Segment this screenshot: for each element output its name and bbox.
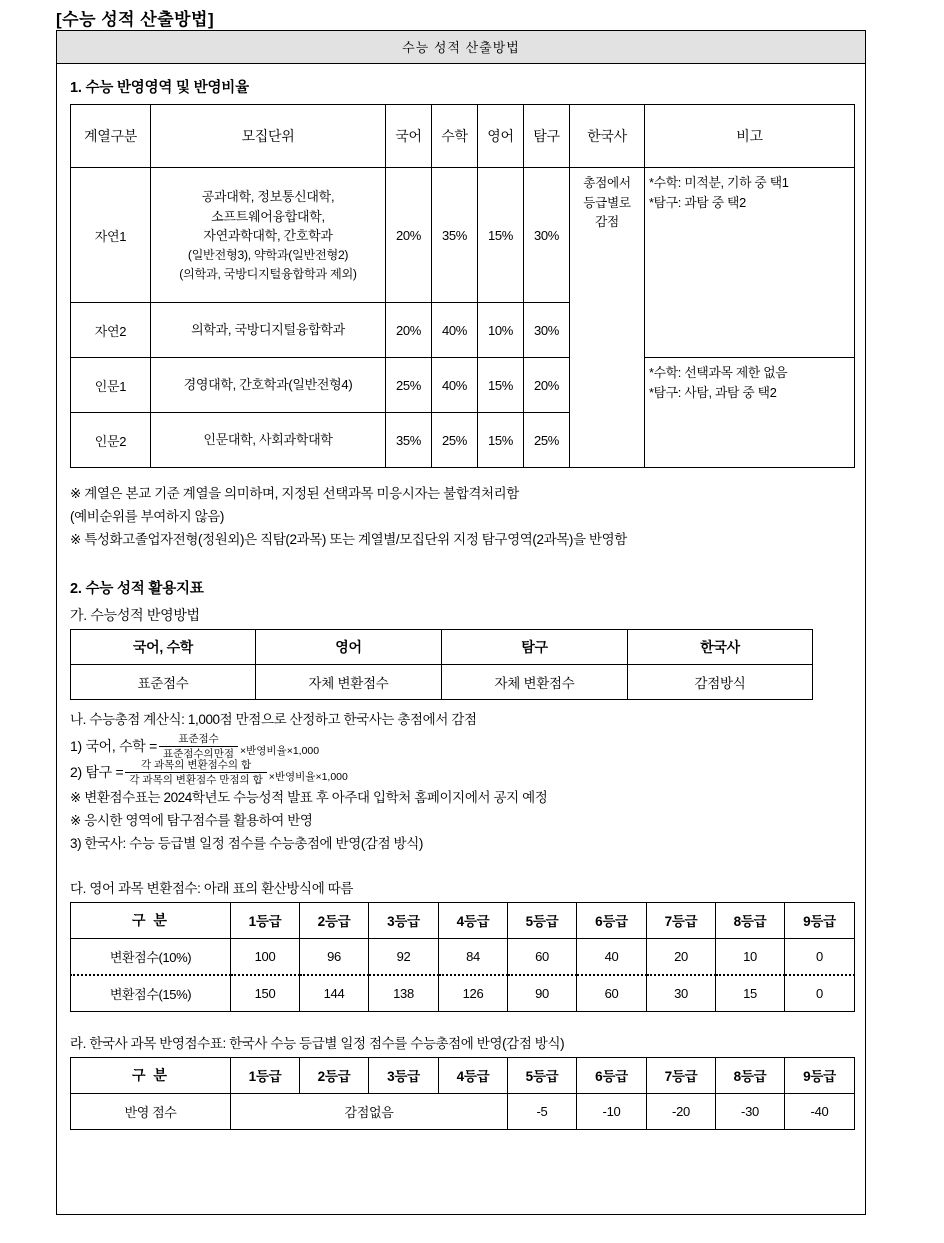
remark-line: *수학: 선택과목 제한 없음 <box>649 365 788 380</box>
col-header-english: 영어 <box>478 105 524 168</box>
col-header-gubun: 구 분 <box>71 1057 231 1093</box>
cell-value: 40 <box>577 938 647 975</box>
cell-value: -30 <box>716 1093 785 1129</box>
cell-value: 0 <box>785 975 855 1012</box>
col-header-korean: 국어 <box>386 105 432 168</box>
cell-value: 30 <box>647 975 716 1012</box>
formula-fraction <box>159 733 238 760</box>
cell-unit <box>151 168 386 303</box>
table-row <box>71 938 855 975</box>
cell-korean-ratio: 25% <box>386 358 432 413</box>
col-header-group: 계열구분 <box>71 105 151 168</box>
cell-value: 84 <box>439 938 508 975</box>
cell-value: 90 <box>508 975 577 1012</box>
cell-english-ratio: 10% <box>478 303 524 358</box>
col-header-remark: 비고 <box>645 105 855 168</box>
table-row <box>71 168 855 303</box>
cell-inquiry-ratio: 20% <box>524 358 570 413</box>
formula-tail: ×반영비율×1,000 <box>268 770 348 783</box>
score-method-table <box>70 629 813 700</box>
cell-value: -20 <box>647 1093 716 1129</box>
col-header-grade-8: 8등급 <box>716 902 785 938</box>
col-header-grade-4: 4등급 <box>439 902 508 938</box>
col-header-grade-3: 3등급 <box>369 902 439 938</box>
cell-value: 15 <box>716 975 785 1012</box>
document-frame <box>56 30 866 1215</box>
cell-method-english: 자체 변환점수 <box>256 664 442 699</box>
formula-korean-math <box>70 733 852 760</box>
cell-inquiry-ratio: 25% <box>524 413 570 468</box>
cell-value: -5 <box>508 1093 577 1129</box>
formula-lead: 2) 탐구 = <box>70 764 124 781</box>
col-header-grade-2: 2등급 <box>300 902 369 938</box>
cell-math-ratio: 35% <box>432 168 478 303</box>
col-header-grade-1: 1등급 <box>231 1057 300 1093</box>
table-header-row <box>71 1057 855 1093</box>
section1-note: ※ 특성화고졸업자전형(정원외)은 직탐(2과목) 또는 계열별/모집단위 지정 탐구영역(2과목)을 반영함 <box>70 531 627 547</box>
cell-value: 60 <box>577 975 647 1012</box>
cell-value: 92 <box>369 938 439 975</box>
unit-line: (의학과, 국방디지털융합학과 제외) <box>179 266 357 281</box>
section2a-label: 가. 수능성적 반영방법 <box>70 606 200 623</box>
formula-inquiry <box>70 759 852 786</box>
col-header-math: 수학 <box>432 105 478 168</box>
unit-line: 경영대학, 간호학과(일반전형4) <box>183 377 353 393</box>
cell-value: -40 <box>785 1093 855 1129</box>
cell-value: 60 <box>508 938 577 975</box>
korean-history-line: 감점 <box>595 215 619 230</box>
table-header-row <box>71 902 855 938</box>
row-label-conversion-15: 변환점수(15%) <box>71 975 231 1012</box>
section2-title: 2. 수능 성적 활용지표 <box>70 580 204 597</box>
cell-value: 0 <box>785 938 855 975</box>
remark-line: *수학: 미적분, 기하 중 택1 <box>649 175 789 190</box>
unit-line: 공과대학, 정보통신대학, <box>201 188 335 204</box>
unit-line: 자연과학대학, 간호학과 <box>203 228 333 244</box>
col-header-korean-history: 한국사 <box>570 105 645 168</box>
section1-title: 1. 수능 반영영역 및 반영비율 <box>70 80 249 96</box>
unit-line: 인문대학, 사회과학대학 <box>203 432 333 448</box>
fraction-denominator: 각 과목의 변환점수 만점의 합 <box>125 772 266 786</box>
col-header-grade-5: 5등급 <box>508 902 577 938</box>
col-header-grade-8: 8등급 <box>716 1057 785 1093</box>
cell-unit <box>151 303 386 358</box>
section2b-note: 3) 한국사: 수능 등급별 일정 점수를 수능총점에 반영(감점 방식) <box>70 835 423 851</box>
section1-note: (예비순위를 부여하지 않음) <box>70 508 224 524</box>
col-header-grade-9: 9등급 <box>785 1057 855 1093</box>
cell-english-ratio: 15% <box>478 358 524 413</box>
fraction-denominator: 표준점수의만점 <box>159 746 238 760</box>
col-header-korean-history: 한국사 <box>628 629 813 664</box>
cell-group: 인문1 <box>71 358 151 413</box>
english-conversion-table <box>70 902 855 1012</box>
cell-inquiry-ratio: 30% <box>524 303 570 358</box>
fraction-numerator: 각 과목의 변환점수의 합 <box>140 758 252 771</box>
cell-method-korean-math: 표준점수 <box>71 664 256 699</box>
table-header-row <box>71 105 855 168</box>
row-label-conversion-10: 변환점수(10%) <box>71 938 231 975</box>
table-row <box>71 664 813 699</box>
cell-group: 인문2 <box>71 413 151 468</box>
col-header-gubun: 구 분 <box>71 902 231 938</box>
cell-value: 126 <box>439 975 508 1012</box>
col-header-grade-3: 3등급 <box>369 1057 439 1093</box>
cell-english-ratio: 15% <box>478 413 524 468</box>
korean-history-line: 등급별로 <box>583 195 631 210</box>
cell-value: 144 <box>300 975 369 1012</box>
cell-value: 150 <box>231 975 300 1012</box>
document-body <box>57 64 865 1130</box>
cell-english-ratio: 15% <box>478 168 524 303</box>
col-header-grade-5: 5등급 <box>508 1057 577 1093</box>
formula-fraction <box>125 759 266 786</box>
korean-history-deduction-table <box>70 1057 855 1130</box>
formula-tail: ×반영비율×1,000 <box>240 744 320 757</box>
unit-line: 의학과, 국방디지털융합학과 <box>191 322 345 338</box>
cell-value: -10 <box>577 1093 647 1129</box>
col-header-unit: 모집단위 <box>151 105 386 168</box>
cell-value: 10 <box>716 938 785 975</box>
cell-korean-ratio: 20% <box>386 303 432 358</box>
col-header-grade-2: 2등급 <box>300 1057 369 1093</box>
table-row <box>71 1093 855 1129</box>
section2b-note: ※ 응시한 영역에 탐구점수를 활용하여 반영 <box>70 812 313 828</box>
col-header-grade-4: 4등급 <box>439 1057 508 1093</box>
col-header-grade-6: 6등급 <box>577 1057 647 1093</box>
col-header-grade-1: 1등급 <box>231 902 300 938</box>
fraction-numerator: 표준점수 <box>178 732 219 745</box>
section1-note: ※ 계열은 본교 기준 계열을 의미하며, 지정된 선택과목 미응시자는 불합격처리함 <box>70 486 519 501</box>
col-header-grade-9: 9등급 <box>785 902 855 938</box>
unit-line: 소프트웨어융합대학, <box>211 208 325 224</box>
cell-korean-ratio: 35% <box>386 413 432 468</box>
cell-value: 100 <box>231 938 300 975</box>
cell-korean-history <box>570 168 645 468</box>
title-bar: 수능 성적 산출방법 <box>57 31 865 64</box>
cell-math-ratio: 25% <box>432 413 478 468</box>
section2c-label: 다. 영어 과목 변환점수: 아래 표의 환산방식에 따름 <box>70 880 353 896</box>
col-header-grade-7: 7등급 <box>647 1057 716 1093</box>
col-header-inquiry: 탐구 <box>524 105 570 168</box>
cell-value: 138 <box>369 975 439 1012</box>
korean-history-line: 총점에서 <box>583 176 631 190</box>
document-heading: [수능 성적 산출방법] <box>56 10 215 29</box>
table-row <box>71 358 855 413</box>
cell-value: 20 <box>647 938 716 975</box>
col-header-grade-7: 7등급 <box>647 902 716 938</box>
cell-inquiry-ratio: 30% <box>524 168 570 303</box>
cell-method-inquiry: 자체 변환점수 <box>442 664 628 699</box>
col-header-grade-6: 6등급 <box>577 902 647 938</box>
cell-no-deduction: 감점없음 <box>231 1093 508 1129</box>
cell-value: 96 <box>300 938 369 975</box>
row-label-applied-score: 반영 점수 <box>71 1093 231 1129</box>
table-header-row <box>71 629 813 664</box>
cell-remark-humanities <box>645 358 855 468</box>
cell-group: 자연1 <box>71 168 151 303</box>
unit-line: (일반전형3), 약학과(일반전형2) <box>187 248 349 263</box>
formula-lead: 1) 국어, 수학 = <box>70 738 157 755</box>
cell-math-ratio: 40% <box>432 303 478 358</box>
col-header-korean-math: 국어, 수학 <box>71 629 256 664</box>
cell-math-ratio: 40% <box>432 358 478 413</box>
cell-unit <box>151 358 386 413</box>
remark-line: *탐구: 과탐 중 택2 <box>649 194 746 210</box>
cell-remark-natural <box>645 168 855 358</box>
cell-group: 자연2 <box>71 303 151 358</box>
reflection-ratio-table <box>70 104 855 468</box>
section2b-label: 나. 수능총점 계산식: 1,000점 만점으로 산정하고 한국사는 총점에서 감점 <box>70 711 477 727</box>
section2d-label: 라. 한국사 과목 반영점수표: 한국사 수능 등급별 일정 점수를 수능총점에 반영(감점 방식) <box>70 1035 565 1051</box>
cell-korean-ratio: 20% <box>386 168 432 303</box>
cell-unit <box>151 413 386 468</box>
section2b-note: ※ 변환점수표는 2024학년도 수능성적 발표 후 아주대 입학처 홈페이지에서 공지 예정 <box>70 789 548 805</box>
col-header-english: 영어 <box>256 629 442 664</box>
remark-line: *탐구: 사탐, 과탐 중 택2 <box>649 384 777 400</box>
cell-method-korean-history: 감점방식 <box>628 664 813 699</box>
table-row <box>71 975 855 1012</box>
col-header-inquiry: 탐구 <box>442 629 628 664</box>
